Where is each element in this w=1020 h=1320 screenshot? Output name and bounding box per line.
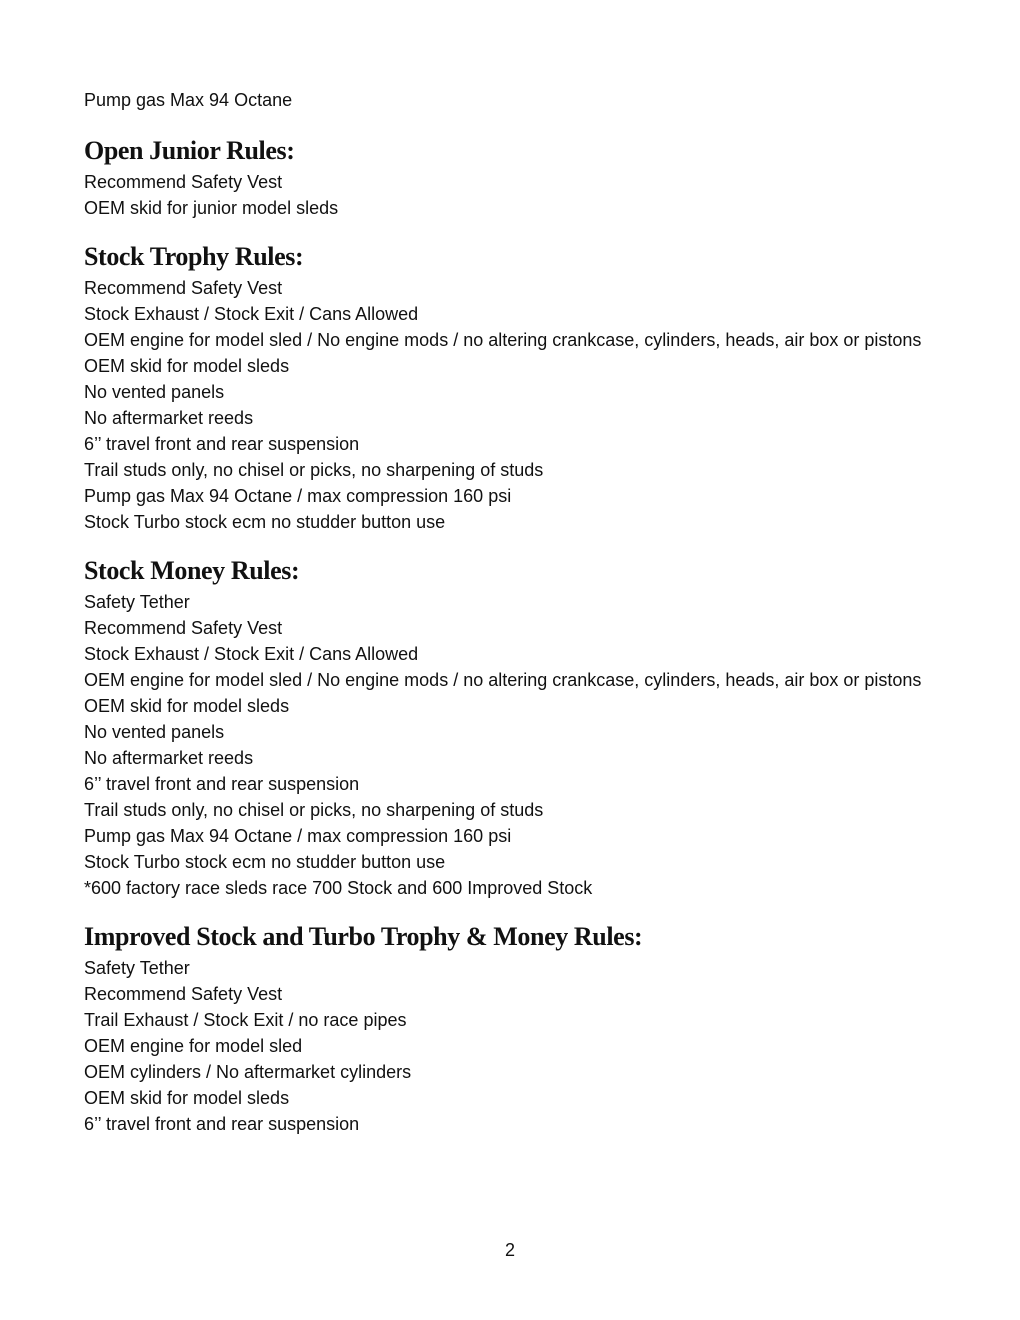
rules-section (84, 242, 944, 533)
rule-line: Stock Exhaust / Stock Exit / Cans Allowed (84, 304, 419, 324)
rule-line: *600 factory race sleds race 700 Stock and 600 Improved Stock (84, 878, 593, 898)
rule-line: OEM cylinders / No aftermarket cylinders (84, 1062, 412, 1082)
page-number: 2 (504, 1240, 515, 1260)
rule-line: 6’’ travel front and rear suspension (84, 1114, 360, 1134)
rule-line: OEM skid for model sleds (84, 356, 290, 376)
rule-line: No aftermarket reeds (84, 748, 254, 768)
section-heading: Stock Money Rules: (84, 556, 300, 585)
rule-line: Pump gas Max 94 Octane / max compression 160 psi (84, 826, 512, 846)
intro-line: Pump gas Max 94 Octane (84, 90, 293, 110)
rule-line: 6’’ travel front and rear suspension (84, 774, 360, 794)
rule-line: 6’’ travel front and rear suspension (84, 434, 360, 454)
rule-line: Safety Tether (84, 958, 190, 978)
rule-line: Trail studs only, no chisel or picks, no sharpening of studs (84, 800, 544, 820)
rule-line: No vented panels (84, 722, 225, 742)
rule-line: Recommend Safety Vest (84, 172, 283, 192)
rule-line: Recommend Safety Vest (84, 984, 283, 1004)
rule-line: Stock Turbo stock ecm no studder button use (84, 512, 446, 532)
rule-line: OEM engine for model sled / No engine mods / no altering crankcase, cylinders, heads, air box or pistons (84, 670, 922, 690)
rule-line: Pump gas Max 94 Octane / max compression 160 psi (84, 486, 512, 506)
rule-line: No vented panels (84, 382, 225, 402)
section-heading: Improved Stock and Turbo Trophy & Money Rules: (84, 922, 643, 951)
rule-line: OEM skid for model sleds (84, 696, 290, 716)
rule-line: Trail studs only, no chisel or picks, no sharpening of studs (84, 460, 544, 480)
rule-line: Recommend Safety Vest (84, 618, 283, 638)
rule-line: Trail Exhaust / Stock Exit / no race pipes (84, 1010, 407, 1030)
rules-section (84, 556, 944, 899)
rules-section (84, 922, 944, 1135)
rule-line: OEM skid for junior model sleds (84, 198, 339, 218)
section-heading: Open Junior Rules: (84, 136, 295, 165)
rule-line: OEM engine for model sled / No engine mods / no altering crankcase, cylinders, heads, air box or pistons (84, 330, 922, 350)
rule-line: Stock Exhaust / Stock Exit / Cans Allowed (84, 644, 419, 664)
rule-line: Safety Tether (84, 592, 190, 612)
section-heading: Stock Trophy Rules: (84, 242, 304, 271)
rules-section (84, 136, 944, 219)
rule-line: No aftermarket reeds (84, 408, 254, 428)
rule-line: Stock Turbo stock ecm no studder button use (84, 852, 446, 872)
document-page (84, 90, 944, 1140)
rule-line: Recommend Safety Vest (84, 278, 283, 298)
rule-line: OEM skid for model sleds (84, 1088, 290, 1108)
rules-sections (84, 136, 944, 1135)
rule-line: OEM engine for model sled (84, 1036, 303, 1056)
